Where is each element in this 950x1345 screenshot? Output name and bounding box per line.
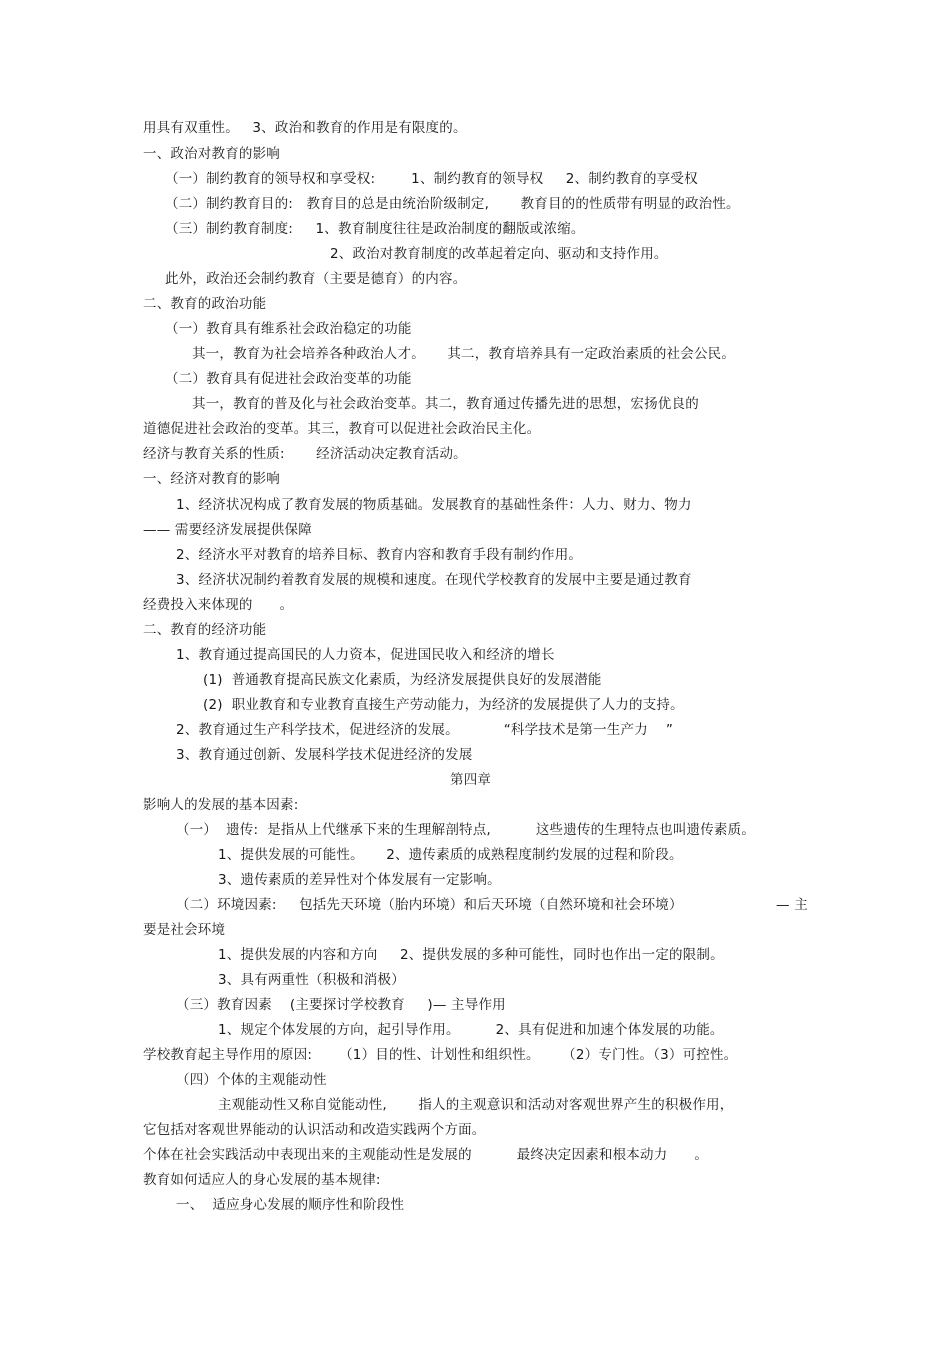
section-heading: 教育如何适应人的身心发展的基本规律: [143,1172,381,1188]
subsection-heading: （一）教育具有维系社会政治稳定的功能 [165,321,412,337]
text-line: 3、具有两重性（积极和消极） [218,972,405,988]
text-line: （三）教育因素 (主要探讨学校教育 )— 主导作用 [176,997,506,1013]
text-line: 主观能动性又称自觉能动性, 指人的主观意识和活动对客观世界产生的积极作用， [218,1097,734,1113]
text-line: 要是社会环境 [143,922,226,938]
text-line: （二）制约教育目的: 教育目的总是由统治阶级制定, 教育目的的性质带有明显的政治性。 [165,196,740,212]
text-line: 2、政治对教育制度的改革起着定向、驱动和支持作用。 [330,246,668,262]
text-line: 此外，政治还会制约教育（主要是德育）的内容。 [165,271,467,287]
text-line: 1、提供发展的可能性。 2、遗传素质的成熟程度制约发展的过程和阶段。 [218,847,683,863]
text-line: (2) 职业教育和专业教育直接生产劳动能力，为经济的发展提供了人力的支持。 [203,697,684,713]
text-line: 经济与教育关系的性质: 经济活动决定教育活动。 [143,446,467,462]
text-line: （一）制约教育的领导权和享受权: 1、制约教育的领导权 2、制约教育的享受权 [165,171,698,187]
text-line: 其一，教育的普及化与社会政治变革。其二，教育通过传播先进的思想，宏扬优良的 [192,396,699,412]
text-line: （三）制约教育制度: 1、教育制度往往是政治制度的翻版或浓缩。 [165,221,585,237]
text-line: 1、提供发展的内容和方向 2、提供发展的多种可能性，同时也作出一定的限制。 [218,947,724,963]
text-line: 它包括对客观世界能动的认识活动和改造实践两个方面。 [143,1122,486,1138]
text-line: （二）环境因素: 包括先天环境（胎内环境）和后天环境（自然环境和社会环境） [176,897,683,913]
section-heading: 二、教育的政治功能 [143,296,267,312]
text-line: 一、 适应身心发展的顺序性和阶段性 [176,1197,405,1213]
section-heading: 一、政治对教育的影响 [143,146,280,162]
text-line: 3、遗传素质的差异性对个体发展有一定影响。 [218,872,501,888]
text-line: （一） 遗传: 是指从上代继承下来的生理解剖特点, 这些遗传的生理特点也叫遗传素质。 [176,822,756,838]
text-line: 1、经济状况构成了教育发展的物质基础。发展教育的基础性条件：人力、财力、物力 [176,497,692,513]
text-line: 经费投入来体现的 。 [143,597,294,613]
text-line: 2、经济水平对教育的培养目标、教育内容和教育手段有制约作用。 [176,547,583,563]
text-line: 2、教育通过生产科学技术，促进经济的发展。 “科学技术是第一生产力 ” [176,722,674,738]
text-line: — 主 [776,897,808,913]
text-line: 个体在社会实践活动中表现出来的主观能动性是发展的 最终决定因素和根本动力 。 [143,1147,709,1163]
section-heading: 影响人的发展的基本因素: [143,797,299,813]
chapter-title: 第四章 [450,772,492,788]
text-line: 学校教育起主导作用的原因: （1）目的性、计划性和组织性。 （2）专门性。（3）可控性。 [143,1047,738,1063]
text-line: 其一，教育为社会培养各种政治人才。 其二，教育培养具有一定政治素质的社会公民。 [192,346,736,362]
section-heading: 一、经济对教育的影响 [143,471,280,487]
text-line: 3、教育通过创新、发展科学技术促进经济的发展 [176,747,473,763]
text-line: 道德促进社会政治的变革。其三，教育可以促进社会政治民主化。 [143,421,541,437]
text-line: 1、教育通过提高国民的人力资本，促进国民收入和经济的增长 [176,647,555,663]
text-line: —— 需要经济发展提供保障 [143,522,312,538]
text-line: 3、经济状况制约着教育发展的规模和速度。在现代学校教育的发展中主要是通过教育 [176,572,692,588]
subsection-heading: （四）个体的主观能动性 [176,1072,327,1088]
text-line: 1、规定个体发展的方向，起引导作用。 2、具有促进和加速个体发展的功能。 [218,1022,724,1038]
text-line: 用具有双重性。 3、政治和教育的作用是有限度的。 [143,120,467,136]
text-line: (1) 普通教育提高民族文化素质，为经济发展提供良好的发展潜能 [203,672,602,688]
subsection-heading: （二）教育具有促进社会政治变革的功能 [165,371,412,387]
section-heading: 二、教育的经济功能 [143,622,267,638]
